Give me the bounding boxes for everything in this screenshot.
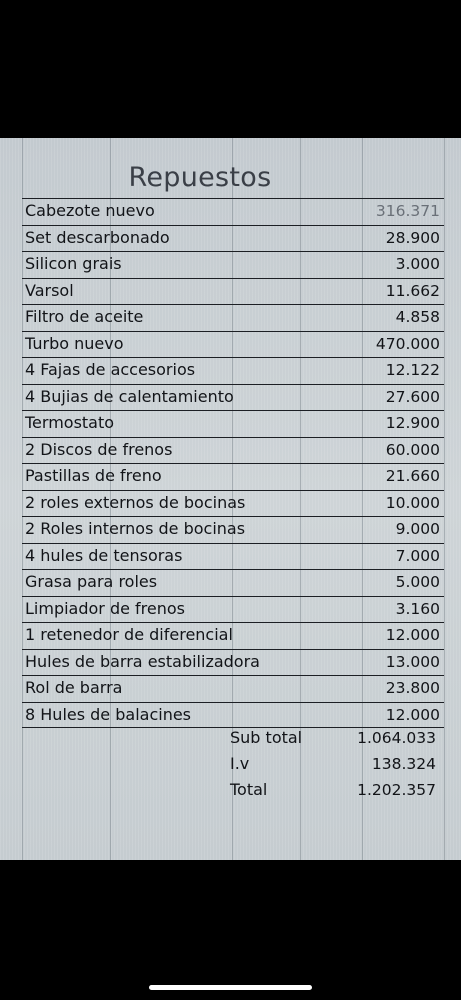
item-amount: 3.000 [395, 255, 440, 273]
item-amount: 60.000 [385, 440, 440, 459]
home-indicator[interactable] [149, 985, 312, 990]
item-name: 4 Fajas de accesorios [25, 360, 196, 379]
item-amount: 10.000 [385, 493, 440, 512]
sheet-title: Repuestos [128, 162, 272, 193]
item-name: 8 Hules de balacines [25, 704, 192, 724]
item-name: Varsol [25, 280, 74, 300]
table-row [22, 569, 444, 595]
table-row [22, 357, 444, 383]
item-amount: 12.000 [385, 705, 440, 724]
totals-amount: 1.202.357 [357, 781, 436, 799]
table-row [22, 225, 444, 251]
table-row [22, 649, 444, 675]
item-name: 4 hules de tensoras [25, 545, 183, 565]
table-row [22, 251, 444, 277]
item-amount: 28.900 [385, 228, 440, 247]
totals-row [22, 752, 444, 778]
item-amount: 4.858 [395, 308, 440, 326]
table-row [22, 622, 444, 648]
item-amount: 13.000 [385, 652, 440, 671]
item-amount: 27.600 [385, 387, 440, 406]
totals-row [22, 778, 444, 804]
item-amount: 12.900 [385, 414, 440, 432]
table-row [22, 304, 444, 330]
item-name: Set descarbonado [25, 227, 170, 247]
table-row [22, 278, 444, 304]
item-name: 4 Bujias de calentamiento [25, 386, 234, 406]
item-name: Grasa para roles [25, 572, 158, 591]
table-row [22, 331, 444, 357]
item-amount: 5.000 [395, 573, 440, 591]
totals-label: I.v [230, 754, 250, 773]
item-name: Rol de barra [25, 678, 123, 697]
table-row [22, 463, 444, 489]
table-row [22, 410, 444, 436]
table-row [22, 384, 444, 410]
item-name: Limpiador de frenos [25, 598, 186, 618]
spreadsheet-photo [0, 138, 461, 860]
totals-row [22, 726, 444, 752]
item-name: 2 Roles internos de bocinas [25, 519, 246, 538]
item-name: Silicon grais [25, 254, 122, 273]
table-row [22, 516, 444, 542]
item-amount: 23.800 [385, 679, 440, 697]
item-amount: 7.000 [395, 546, 440, 565]
item-amount: 12.122 [385, 361, 440, 379]
table-row [22, 543, 444, 569]
item-amount: 3.160 [395, 599, 440, 618]
item-amount: 21.660 [385, 467, 440, 485]
item-name: 2 roles externos de bocinas [25, 492, 246, 512]
item-name: Termostato [25, 413, 115, 432]
item-name: Cabezote nuevo [25, 201, 155, 220]
item-name: Turbo nuevo [25, 333, 124, 353]
item-amount: 470.000 [375, 334, 440, 353]
totals-amount: 1.064.033 [357, 729, 436, 747]
item-name: Pastillas de freno [25, 466, 162, 485]
totals-label: Total [230, 780, 268, 799]
totals-amount: 138.324 [371, 755, 436, 773]
item-amount: 12.000 [385, 626, 440, 644]
item-amount: 316.371 [375, 202, 440, 220]
totals-label: Sub total [230, 728, 303, 747]
item-name: 1 retenedor de diferencial [25, 625, 233, 644]
table-row [22, 437, 444, 463]
table-row [22, 675, 444, 701]
table-row [22, 702, 444, 728]
table-row [22, 596, 444, 622]
grid-line [444, 138, 445, 860]
item-amount: 11.662 [385, 281, 440, 300]
item-amount: 9.000 [395, 520, 440, 538]
item-name: Hules de barra estabilizadora [25, 651, 260, 671]
item-name: 2 Discos de frenos [25, 439, 173, 459]
table-row [22, 490, 444, 516]
item-name: Filtro de aceite [25, 307, 144, 326]
table-row [22, 198, 444, 224]
